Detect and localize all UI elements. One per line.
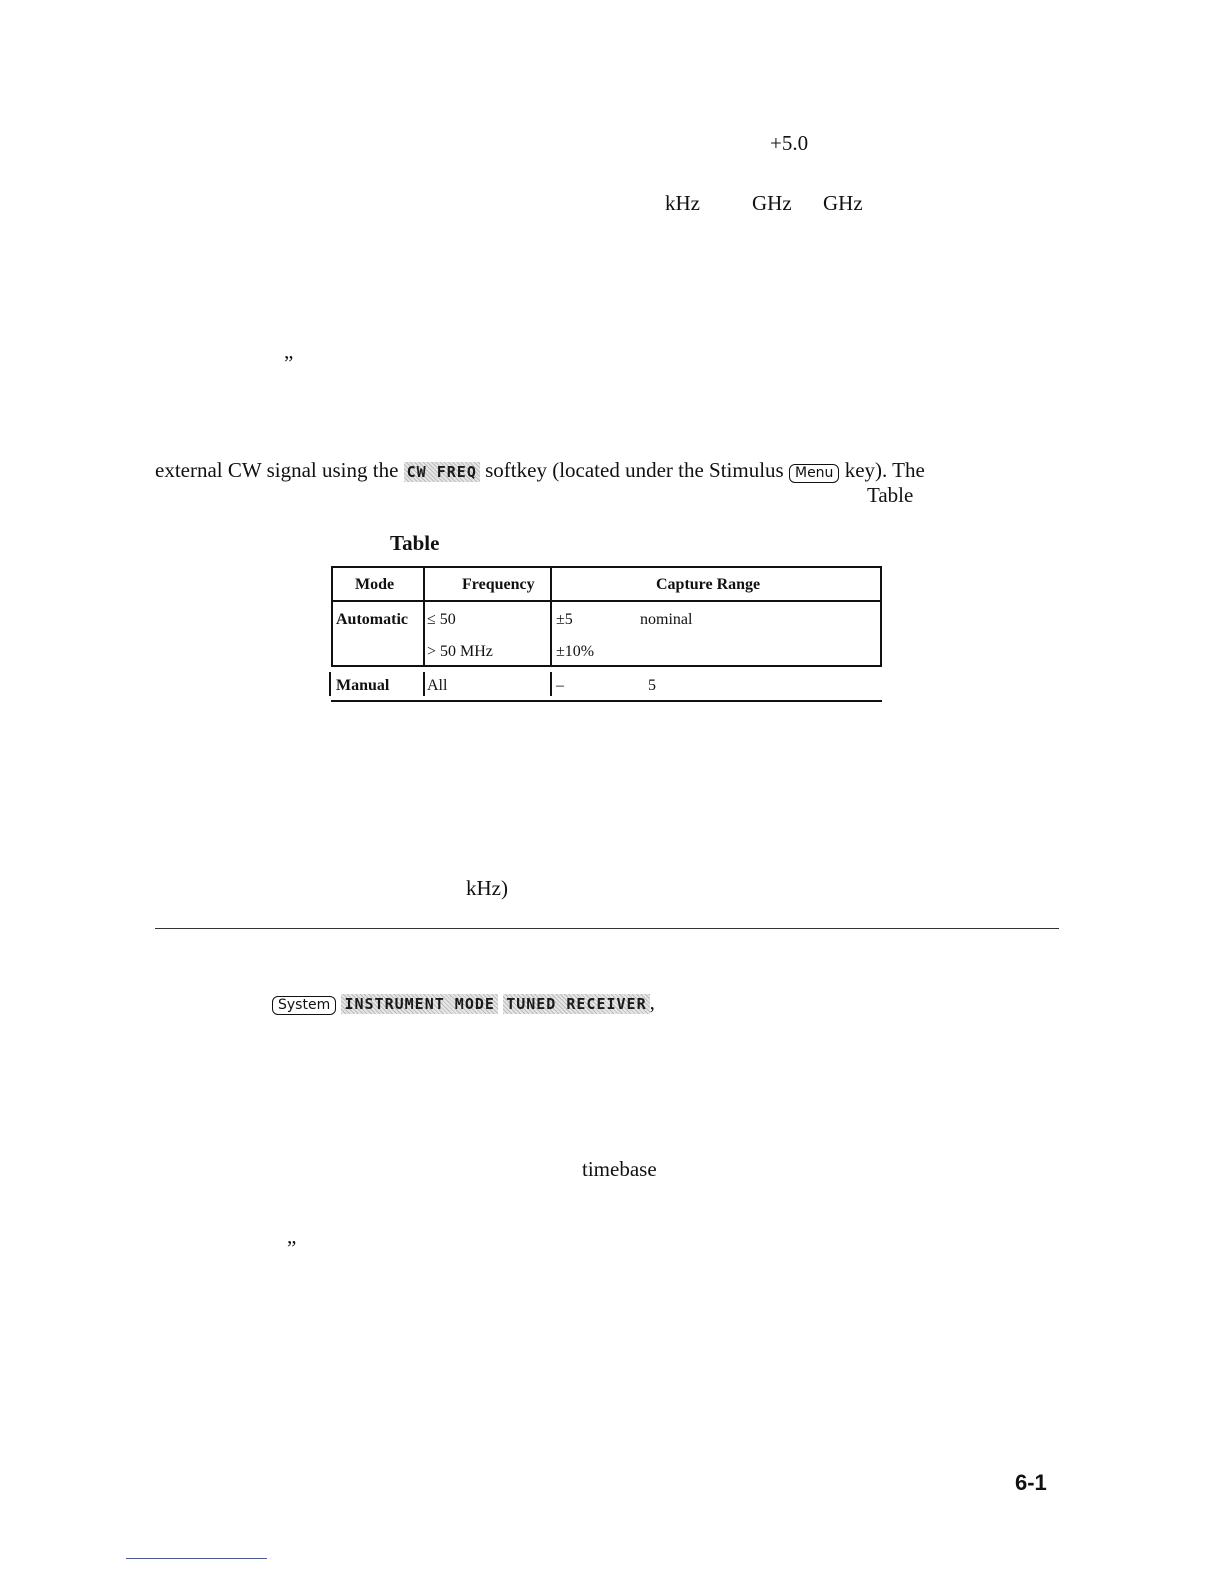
unit-khz-paren-text: kHz): [466, 876, 508, 900]
row-3-capture-a: –: [556, 677, 564, 694]
row-3-capture-b: 5: [648, 677, 656, 694]
table-header-divider: [331, 600, 882, 602]
row-1-frequency: ≤ 50: [427, 611, 456, 628]
header-capture-range: Capture Range: [656, 576, 761, 593]
power-value-text: +5.0: [770, 131, 809, 155]
table-col-divider-2: [550, 566, 552, 666]
row-2-capture-a: ±10%: [556, 643, 595, 660]
cw-text-after: key). The: [844, 458, 925, 482]
row-1-mode: Automatic: [336, 611, 408, 628]
timebase-text: timebase: [582, 1157, 657, 1181]
header-frequency: Frequency: [462, 576, 535, 593]
row-3-frequency: All: [427, 677, 448, 694]
cw-text-middle: softkey (located under the Stimulus: [485, 458, 784, 482]
quote-mark-2: ”: [287, 1236, 297, 1260]
table-group-divider: [331, 665, 882, 667]
table-caption: Table: [390, 531, 440, 555]
table-col-divider-1-lower: [423, 672, 425, 696]
menu-hardkey[interactable]: Menu: [789, 464, 839, 483]
row-1-capture-b: nominal: [640, 611, 693, 628]
unit-khz-text: kHz: [665, 191, 700, 215]
row-2-frequency: > 50 MHz: [427, 643, 493, 660]
procedure-key-sequence: [272, 990, 655, 1015]
table-border-top: [331, 566, 882, 568]
cw-text-before: external CW signal using the: [155, 458, 399, 482]
procedure-trailing-comma: ,: [649, 990, 655, 1014]
table-border-left-lower: [329, 672, 331, 696]
table-border-bottom: [331, 700, 882, 702]
section-divider: [155, 928, 1059, 929]
table-col-divider-2-lower: [550, 672, 552, 696]
footer-link-line: [126, 1558, 267, 1559]
cw-signal-line: [155, 458, 925, 483]
row-1-capture-a: ±5: [556, 611, 573, 628]
quote-mark-1: ”: [284, 351, 294, 375]
unit-ghz-text-2: GHz: [823, 191, 863, 215]
table-reference: Table: [867, 483, 914, 507]
cw-freq-softkey[interactable]: CW FREQ: [404, 462, 480, 482]
unit-ghz-text-1: GHz: [752, 191, 792, 215]
table-border-left: [331, 566, 333, 666]
header-mode: Mode: [355, 576, 395, 593]
page-number: 6-1: [1015, 1470, 1047, 1495]
table-col-divider-1: [423, 566, 425, 666]
system-hardkey[interactable]: System: [272, 996, 336, 1015]
table-border-right: [880, 566, 882, 666]
tuned-receiver-softkey[interactable]: TUNED RECEIVER: [503, 994, 649, 1014]
instrument-mode-softkey[interactable]: INSTRUMENT MODE: [341, 994, 497, 1014]
row-3-mode: Manual: [336, 677, 390, 694]
